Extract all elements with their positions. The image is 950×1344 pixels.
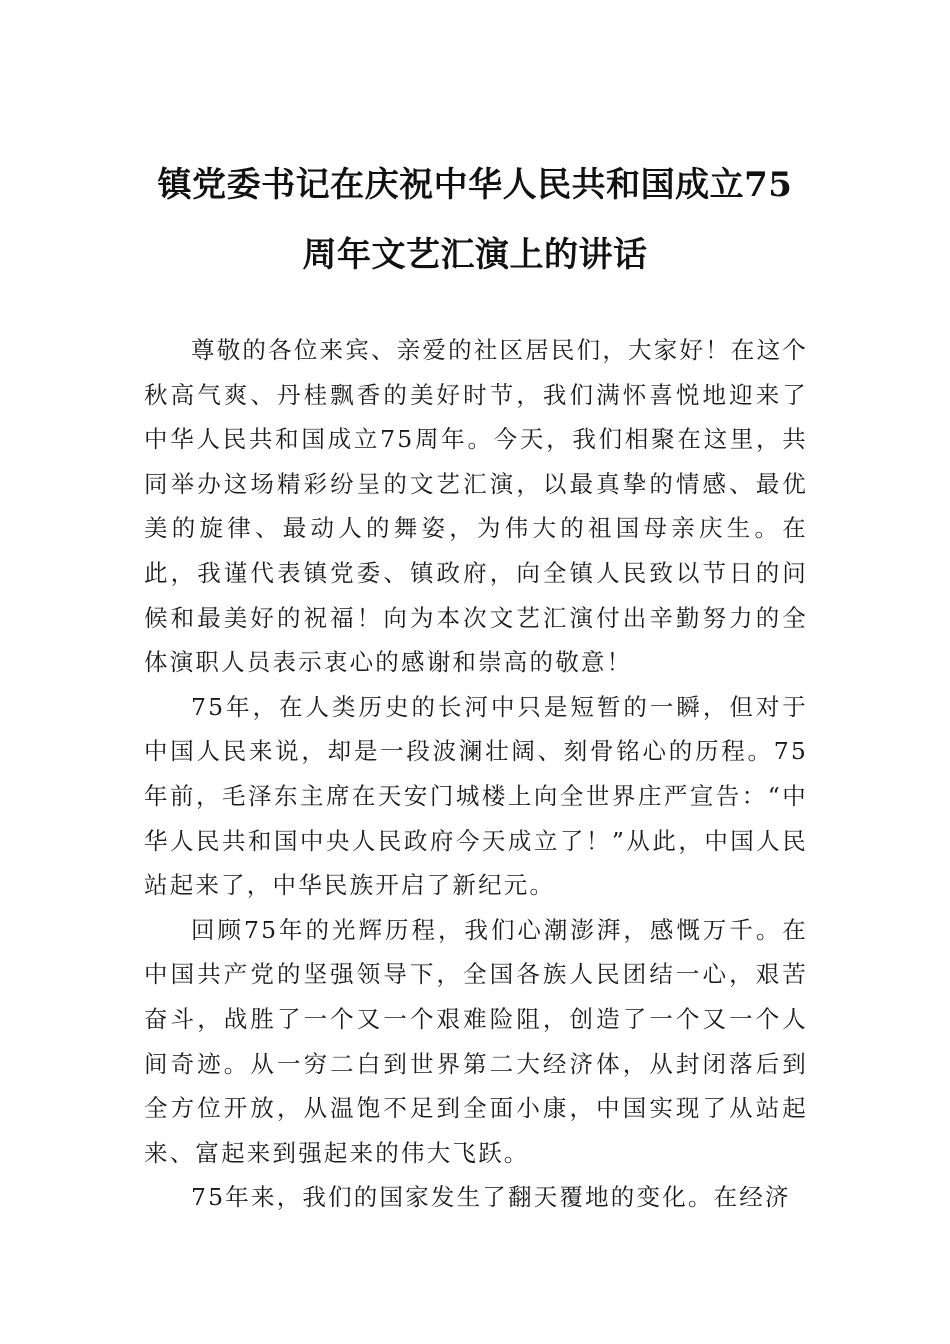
paragraph-greeting: 尊敬的各位来宾、亲爱的社区居民们，大家好！在这个秋高气爽、丹桂飘香的美好时节，我们满怀喜悦地迎来了中华人民共和国成立75周年。今天，我们相聚在这里，共同举办这场精彩纷呈的文艺汇演，以最真挚的情感、最优美的旋律、最动人的舞姿，为伟大的祖国母亲庆生。在此，我谨代表镇党委、镇政府，向全镇人民致以节日的问候和最美好的祝福！向为本次文艺汇演付出辛勤努力的全体演职人员表示衷心的感谢和崇高的敬意！ xyxy=(144,336,808,677)
title-line-2: 周年文艺汇演上的讲话 xyxy=(302,235,648,275)
document-title xyxy=(120,150,830,290)
paragraph-history: 75年，在人类历史的长河中只是短暂的一瞬，但对于中国人民来说，却是一段波澜壮阔、刻骨铭心的历程。75年前，毛泽东主席在天安门城楼上向全世界庄严宣告：“中华人民共和国中央人民政府今天成立了！”从此，中国人民站起来了，中华民族开启了新纪元。 xyxy=(144,692,808,900)
paragraph-changes: 75年来，我们的国家发生了翻天覆地的变化。在经济 xyxy=(191,1183,791,1212)
document-body xyxy=(144,328,808,1220)
paragraph-review: 回顾75年的光辉历程，我们心潮澎湃，感慨万千。在中国共产党的坚强领导下，全国各族人民团结一心，艰苦奋斗，战胜了一个又一个艰难险阻，创造了一个又一个人间奇迹。从一穷二白到世界第二大经济体，从封闭落后到全方位开放，从温饱不足到全面小康，中国实现了从站起来、富起来到强起来的伟大飞跃。 xyxy=(144,915,808,1167)
title-line-1: 镇党委书记在庆祝中华人民共和国成立75 xyxy=(157,165,793,205)
